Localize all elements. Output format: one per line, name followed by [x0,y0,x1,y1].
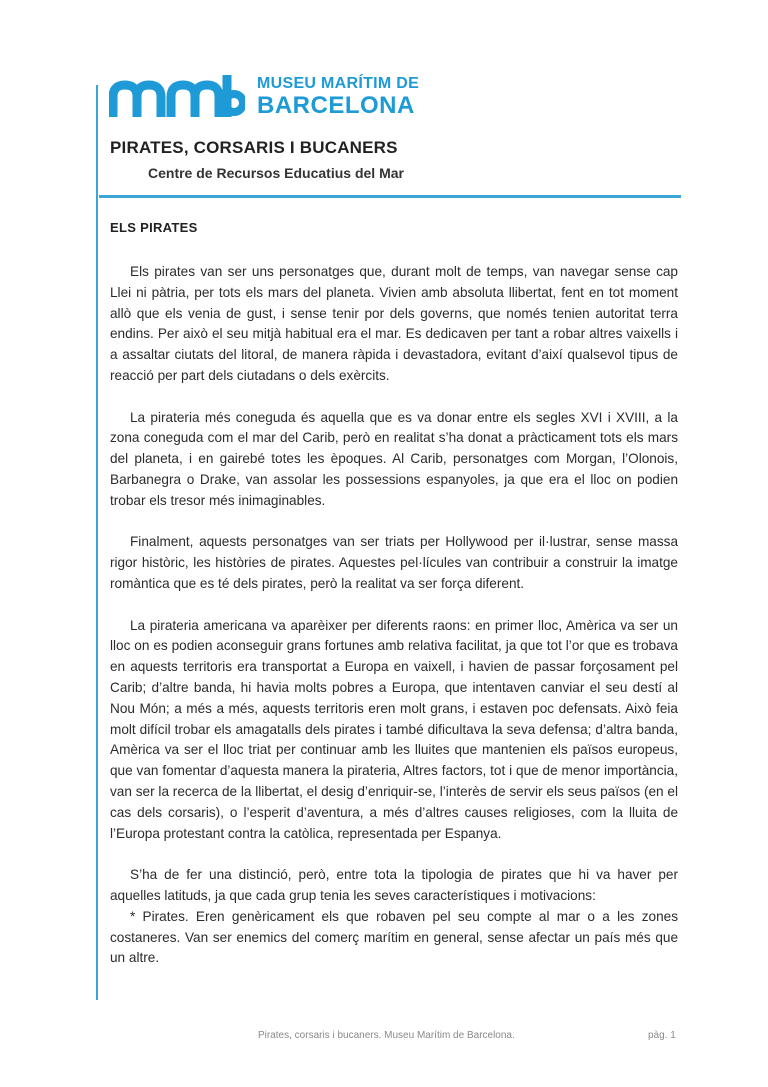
document-title: PIRATES, CORSARIS I BUCANERS [110,138,398,157]
document-subtitle: Centre de Recursos Educatius del Mar [148,165,404,181]
logo-wordmark [257,76,419,118]
logo-line1: MUSEU MARÍTIM DE [257,75,420,92]
paragraph: La pirateria més coneguda és aquella que es va donar entre els segles XVI i XVIII, a la zona coneguda com el mar del Carib, però en realitat s’ha donat a pràcticament tots els mars del planeta, i en gairebé totes les èpoques. Al Carib, personatges com Morgan, l’Olonois, Barbanegra o Drake, van assolar les possessions espanyoles, ja que era el lloc on podien trobar els tresor més inimaginables. [110,409,678,508]
paragraph: S’ha de fer una distinció, però, entre tota la tipologia de pirates que hi va haver per aquelles latituds, ja que cada grup tenia les seves característiques i motivacions: [110,867,678,903]
paragraph: Finalment, aquests personatges van ser triats per Hollywood per il·lustrar, sense massa rigor històric, les històries de pirates. Aquestes pel·lícules van contribuir a construir la imatge romàntica que es té dels pirates, però la realitat va ser força diferent. [110,534,678,591]
logo-line2: BARCELONA [257,92,415,119]
list-item: * Pirates. Eren genèricament els que robaven pel seu compte al mar o a les zones costaneres. Van ser enemics del comerç marítim en general, sense afectar un país més que un altre. [110,908,678,966]
header-divider [99,195,681,198]
footer-text: Pirates, corsaris i bucaners. Museu Marítim de Barcelona. [258,1030,515,1041]
section-heading: ELS PIRATES [110,220,198,235]
museum-logo [109,72,419,122]
page-number: pàg. 1 [648,1030,676,1041]
body-text [110,262,678,969]
mmb-logo-icon [109,73,245,121]
paragraph: Els pirates van ser uns personatges que, durant molt de temps, van navegar sense cap Llei ni pàtria, per tots els mars del planeta. Vivien amb absoluta llibertat, fent en tot moment allò que els venia de gust, i sense tenir por dels governs, que només tenien autoritat terra endins. Per això el seu mitjà habitual era el mar. Es dedicaven per tant a robar altres vaixells i a assaltar ciutats del litoral, de manera ràpida i devastadora, evitant d’així qualsevol tipus de reacció per part dels ciutadans o dels exèrcits. [110,264,678,383]
paragraph: La pirateria americana va aparèixer per diferents raons: en primer lloc, Amèrica va ser un lloc on es podien aconseguir grans fortunes amb relativa facilitat, ja que tot l’or que es trobava en aquests territoris era transportat a Europa en vaixell, i havien de passar forçosament pel Carib; d’altre banda, hi havia molts pobres a Europa, que intentaven canviar el seu destí al Nou Món; a més a més, aquests territoris eren molt grans, i estaven poc defensats. Això feia molt difícil trobar els amagatalls dels pirates i també dificultava la seva defensa; d’altra banda, Amèrica va ser el lloc triat per continuar amb les lluites que mantenien els països europeus, que van fomentar d’aquesta manera la pirateria, Altres factors, tot i que de menor importància, van ser la recerca de la llibertat, el desig d’enriquir-se, l’interès de servir els seus països (en el cas dels corsaris), o l’esperit d’aventura, a més d’altres causes religioses, com la lluita de l’Europa protestant contra la catòlica, representada per Espanya. [110,617,678,841]
left-margin-rule [96,85,98,1000]
